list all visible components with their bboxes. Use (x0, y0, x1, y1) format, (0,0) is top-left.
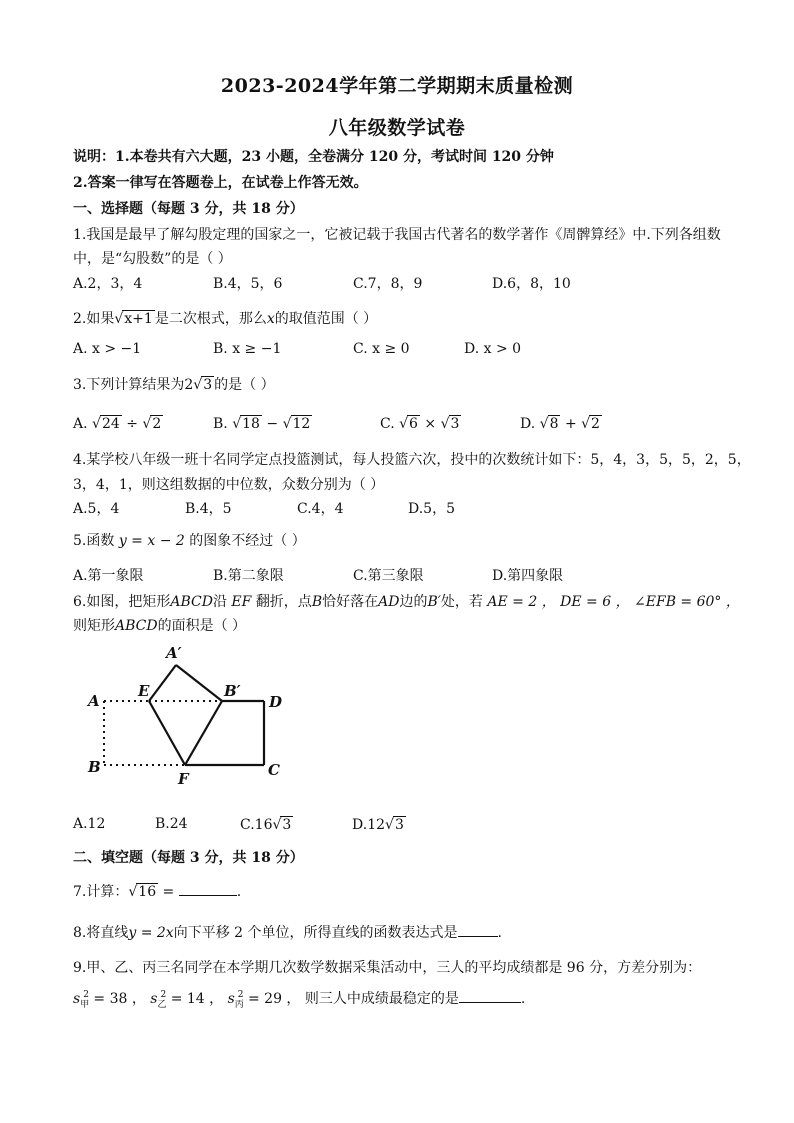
page-subtitle: 八年级数学试卷 (328, 117, 466, 139)
q1-option-d: D.6，8，10 (492, 276, 571, 292)
q7-text: 7.计算：√16 = . (73, 881, 241, 901)
q5-option-b: B.第二象限 (213, 568, 284, 584)
q2-post: 是二次根式，那么 (154, 311, 267, 327)
q3-option-d-label: D. (520, 416, 536, 432)
q3-pre: 3.下列计算结果为 (73, 377, 185, 393)
q3-c-op: × (424, 416, 437, 432)
q4-text-line-1: 4.某学校八年级一班十名同学定点投篮测试，每人投篮六次，投中的次数统计如下：5，4，3，5，5，2，5， (73, 452, 751, 468)
q2-tail: 的取值范围（ ） (274, 311, 378, 327)
q1-option-c: C.7，8，9 (353, 276, 423, 292)
q9-v2: = 14 ， (170, 991, 224, 1007)
q2-option-b: B. x ≥ −1 (213, 341, 282, 357)
q3-text: 3.下列计算结果为2√3 的是（ ） (73, 377, 275, 393)
q7-radicand: 16 (138, 884, 157, 900)
q6-geometry-figure (82, 640, 292, 790)
q6-d-label: D. (352, 817, 368, 833)
q3-d-op: + (564, 416, 577, 432)
q1-text-line-2: 中，是“勾股数”的是（ ） (73, 251, 232, 267)
q8-end: . (497, 925, 502, 941)
q3-option-a-label: A. (73, 416, 88, 432)
q6-l1c: 翻折，点 (255, 594, 312, 610)
q3-option-b: B. √18 − √12 (213, 416, 311, 432)
q2-radicand: x+1 (124, 311, 153, 327)
q3-c-rad1: 6 (409, 416, 418, 432)
q9-sup-yi: 2 (160, 990, 167, 1001)
note-line-1: 说明：1.本卷共有六大题，23 小题，全卷满分 120 分，考试时间 120 分钟 (73, 149, 554, 165)
q6-abcd-2: ABCD (115, 618, 158, 634)
q5-option-d: D.第四象限 (492, 568, 564, 584)
q8-pre: 8.将直线 (73, 925, 129, 941)
q3-a-rad2: 2 (152, 416, 162, 432)
q6-l2b: 的面积是（ ） (157, 618, 247, 634)
q6-text-line-2 (73, 615, 246, 635)
q9-sub-yi: 乙 (157, 999, 167, 1010)
q6-d-rad: 3 (394, 817, 404, 833)
q8-answer-blank[interactable] (458, 922, 498, 937)
label-b-prime: B′ (224, 682, 241, 700)
note-line-2: 2.答案一律写在答题卷上，在试卷上作答无效。 (73, 175, 368, 191)
q6-c-label: C. (240, 817, 255, 833)
q6-abcd: ABCD (170, 594, 213, 610)
q5-expr: y = x − 2 (118, 533, 185, 549)
q3-post: 的是（ ） (214, 377, 275, 393)
q4-option-d: D.5，5 (408, 501, 455, 517)
q6-l1e: 边的 (399, 594, 428, 610)
q2-var: x (266, 311, 275, 327)
segment-fbp (185, 701, 222, 765)
q6-l1b: 沿 (212, 594, 227, 610)
q1-option-a: A.2，3，4 (73, 276, 143, 292)
label-f: F (178, 770, 189, 788)
section-heading-fill: 二、填空题（每题 3 分，共 18 分） (73, 850, 304, 866)
q6-ad: AD (378, 594, 400, 610)
q3-a-op: ÷ (126, 416, 138, 432)
q4-option-a: A.5，4 (73, 501, 120, 517)
q4-text-line-2: 3，4，1，则这组数据的中位数，众数分别为（ ） (73, 477, 385, 493)
q3-b-op: − (266, 416, 279, 432)
q6-c-rad: 3 (282, 817, 292, 833)
q8-expr: y = 2x (128, 925, 174, 941)
q6-option-a: A.12 (73, 816, 106, 832)
q8-post: 向下平移 2 个单位，所得直线的函数表达式是 (173, 925, 458, 941)
q9-text-line-2 (73, 988, 525, 1010)
q7-eq: = (158, 884, 179, 900)
q3-option-c-label: C. (380, 416, 395, 432)
segment-eap (149, 665, 176, 701)
q3-option-d: D. √8 + √2 (520, 416, 600, 432)
label-b: B (88, 758, 101, 776)
segment-ef (149, 701, 185, 765)
label-d: D (269, 693, 283, 711)
q6-ef: EF (231, 594, 252, 610)
q2-pre: 2.如果 (73, 311, 115, 327)
q5-post: 的图象不经过（ ） (189, 533, 306, 549)
q6-d-coef: 12 (367, 817, 386, 833)
q3-d-rad1: 8 (549, 416, 559, 432)
q6-option-d: D.12√3 (352, 817, 404, 833)
q6-b: B (311, 594, 323, 610)
q6-option-b: B.24 (155, 816, 188, 832)
q9-sup-bing: 2 (237, 990, 244, 1001)
q3-option-a: A. √24 ÷ √2 (73, 416, 162, 432)
q9-tail: 则三人中成绩最稳定的是 (304, 991, 459, 1007)
q2-option-a: A. x > −1 (73, 341, 142, 357)
label-a-prime: A′ (166, 644, 182, 662)
q9-sub-jia: 甲 (80, 999, 90, 1010)
q3-c-rad2: 3 (450, 416, 460, 432)
q9-sup-jia: 2 (83, 990, 89, 1001)
label-a: A (88, 692, 100, 710)
q7-pre: 7.计算： (73, 884, 129, 900)
q5-option-c: C.第三象限 (353, 568, 424, 584)
q6-l1d: 恰好落在 (322, 594, 379, 610)
q3-d-rad2: 2 (591, 416, 600, 432)
section-heading-choice: 一、选择题（每题 3 分，共 18 分） (73, 201, 304, 217)
q3-b-rad2: 12 (292, 416, 311, 432)
q7-end: . (236, 884, 242, 900)
q3-coef: 2 (184, 377, 194, 393)
q6-l1f: 处，若 (440, 594, 483, 610)
q3-option-c: C. √6 × √3 (380, 416, 460, 432)
q3-option-b-label: B. (213, 416, 228, 432)
q6-cond: AE = 2 ， DE = 6 ， ∠EFB = 60° ， (487, 594, 740, 610)
q7-answer-blank[interactable] (179, 881, 237, 896)
q9-end: . (520, 991, 526, 1007)
q5-text (73, 530, 306, 550)
q4-option-c: C.4，4 (297, 501, 344, 517)
page-title: 2023-2024学年第二学期期末质量检测 (220, 75, 574, 97)
q4-option-b: B.4，5 (185, 501, 232, 517)
q1-option-b: B.4，5，6 (213, 276, 283, 292)
q8-text (73, 922, 502, 942)
label-e: E (138, 682, 150, 700)
q6-l2a: 则矩形 (73, 618, 115, 634)
segment-apbp (176, 665, 222, 701)
q2-text: 2.如果√x+1 是二次根式，那么x的取值范围（ ） (73, 311, 378, 327)
q2-option-d: D. x > 0 (464, 341, 522, 357)
q9-answer-blank[interactable] (459, 988, 521, 1003)
q9-sub-bing: 丙 (234, 999, 244, 1010)
q2-option-c: C. x ≥ 0 (353, 341, 410, 357)
q3-a-rad1: 24 (101, 416, 120, 432)
q6-bp: B′ (427, 594, 441, 610)
q6-l1a: 6.如图，把矩形 (73, 594, 171, 610)
q6-text-line-1 (73, 591, 740, 611)
q3-radicand: 3 (203, 377, 213, 393)
q9-v1: = 38 ， (93, 991, 146, 1007)
q9-v3: = 29 ， (247, 991, 301, 1007)
q9-var-jia: s (73, 991, 81, 1007)
q3-b-rad1: 18 (242, 416, 260, 432)
q5-option-a: A.第一象限 (73, 568, 144, 584)
q5-pre: 5.函数 (73, 533, 115, 549)
q9-var-bing: s (227, 991, 235, 1007)
q9-var-yi: s (150, 991, 158, 1007)
label-c: C (268, 761, 280, 779)
q9-text-line-1: 9.甲、乙、丙三名同学在本学期几次数学数据采集活动中，三人的平均成绩都是 96 分，方差分别为： (73, 960, 702, 976)
q1-text-line-1: 1.我国是最早了解勾股定理的国家之一，它被记载于我国古代著名的数学著作《周髀算经》中.下列各组数 (73, 227, 721, 243)
q6-option-c: C.16√3 (240, 817, 292, 833)
q6-c-coef: 16 (254, 817, 273, 833)
